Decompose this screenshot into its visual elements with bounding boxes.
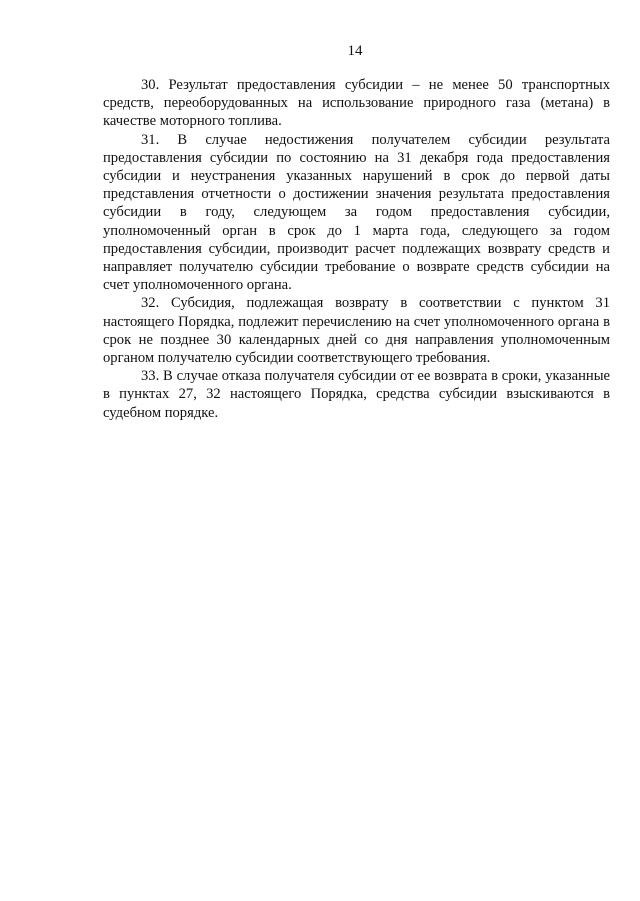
- page-number: 14: [347, 43, 363, 59]
- document-body: [103, 76, 610, 422]
- paragraph-33: 33. В случае отказа получателя субсидии от ее возврата в сроки, указанные в пунктах 27, 32 настоящего Порядка, средства субсидии взыскиваются в судебном порядке.: [103, 368, 610, 421]
- paragraph-32: 32. Субсидия, подлежащая возврату в соответствии с пунктом 31 настоящего Порядка, подлежит перечислению на счет уполномоченного органа в срок не позднее 30 календарных дней со дня направления уполномоченным органом получателю субсидии соответствующего требования.: [103, 295, 610, 367]
- paragraph-31: 31. В случае недостижения получателем субсидии результата предоставления субсидии по состоянию на 31 декабря года предоставления субсидии и неустранения указанных нарушений в срок до первой даты представления отчетности о достижении значения результата предоставления субсидии в году, следующем за годом предоставления субсидии, уполномоченный орган в срок до 1 марта года, следующего за годом предоставления субсидии, производит расчет подлежащих возврату средств и направляет получателю субсидии требование о возврате средств субсидии на счет уполномоченного органа.: [103, 131, 610, 294]
- paragraph-30: 30. Результат предоставления субсидии – не менее 50 транспортных средств, переоборудованных на использование природного газа (метана) в качестве моторного топлива.: [103, 77, 610, 130]
